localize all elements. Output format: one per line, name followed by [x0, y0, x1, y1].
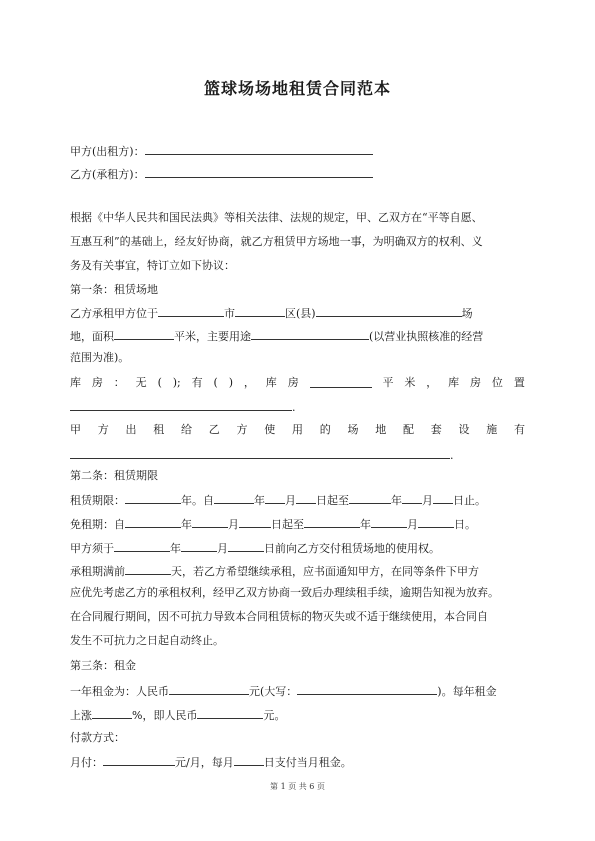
payment-method-label: 付款方式：	[70, 731, 125, 744]
warehouse-char: 无	[135, 376, 147, 389]
free-end-month-blank[interactable]	[371, 516, 407, 528]
unit-year: 年	[254, 494, 265, 507]
article-2-heading: 第二条：租赁期限	[70, 469, 158, 482]
period: .	[450, 449, 454, 462]
force-majeure-line-2: 发生不可抗力之日起自动终止。	[70, 634, 224, 647]
purpose-blank[interactable]	[251, 328, 369, 340]
warehouse-char: 置	[513, 376, 525, 389]
delivery-year-blank[interactable]	[114, 540, 170, 552]
lease-label: 租赁期限：	[70, 494, 125, 507]
monthly-end-text: 日支付当月租金。	[263, 756, 352, 769]
facility-detail-line	[70, 447, 454, 463]
city-blank[interactable]	[158, 305, 224, 317]
district-label: 区(县)	[285, 307, 316, 320]
facility-char: 施	[486, 423, 498, 436]
delivery-text: 日前向乙方交付租赁场地的使用权。	[264, 542, 440, 555]
unit-year: 年	[181, 494, 192, 507]
start-month-blank[interactable]	[265, 492, 285, 504]
monthly-payment-line	[70, 754, 352, 770]
to-text: 日起至	[316, 494, 349, 507]
article-1-scope-line: 范围为准)。	[70, 351, 130, 364]
city-label: 市	[224, 307, 235, 320]
end-year-blank[interactable]	[349, 492, 391, 504]
free-end-day-blank[interactable]	[418, 516, 454, 528]
monthly-label: 月付：	[70, 756, 103, 769]
article-3-heading: 第三条：租金	[70, 659, 136, 672]
facility-char: 配	[403, 423, 414, 436]
monthly-text: 元/月，每月	[175, 756, 234, 769]
delivery-line	[70, 540, 440, 556]
warehouse-char: 有	[191, 376, 203, 389]
monthly-day-blank[interactable]	[234, 754, 264, 766]
increase-amount-blank[interactable]	[197, 707, 263, 719]
license-note: (以营业执照核准的经营	[369, 330, 484, 343]
warehouse-char: (	[157, 376, 162, 389]
warehouse-char: 平	[382, 376, 394, 389]
rent-uppercase-blank[interactable]	[297, 683, 437, 695]
increase-percent-blank[interactable]	[92, 707, 132, 719]
article-1-location-line	[70, 305, 473, 321]
purpose-text: 平米，主要用途	[174, 330, 251, 343]
area-text: 地，面积	[70, 330, 114, 343]
unit-month: 月	[217, 542, 228, 555]
preamble-line-2: 互惠互利”的基础上，经友好协商，就乙方租赁甲方场地一事，为明确双方的权利、义	[70, 235, 483, 248]
annual-rent-line	[70, 683, 497, 699]
unit-month: 月	[228, 518, 239, 531]
warehouse-char: ：	[113, 376, 125, 389]
facility-char: 出	[125, 423, 137, 436]
lessor-blank[interactable]	[145, 143, 373, 155]
lessor-line	[70, 143, 373, 159]
unit-year: 年	[170, 542, 181, 555]
warehouse-char: 房	[91, 376, 103, 389]
facility-char: 甲	[70, 423, 81, 436]
warehouse-char: 库	[265, 376, 277, 389]
delivery-day-blank[interactable]	[228, 540, 264, 552]
page-footer: 第 1 页 共 6 页	[270, 782, 325, 791]
warehouse-char: 库	[70, 376, 81, 389]
facility-char: 用	[292, 423, 303, 436]
facility-char: 套	[430, 423, 442, 436]
warehouse-char: );	[172, 376, 181, 389]
rent-amount-blank[interactable]	[169, 683, 249, 695]
warehouse-char: )	[228, 376, 234, 389]
from-text: 自	[203, 494, 214, 507]
facility-blank[interactable]	[70, 447, 450, 459]
facility-char: 设	[458, 423, 470, 436]
facility-char: 给	[181, 423, 192, 436]
facility-char: 使	[264, 423, 276, 436]
facility-char: 方	[97, 423, 109, 436]
end-month-blank[interactable]	[402, 492, 422, 504]
start-day-blank[interactable]	[296, 492, 316, 504]
facility-char: 乙	[208, 423, 220, 436]
renewal-label: 承租期满前	[70, 565, 125, 578]
unit-month: 月	[407, 518, 418, 531]
warehouse-char: 房	[470, 376, 482, 389]
preamble-line-3: 务及有关事宜，特订立如下协议：	[70, 259, 235, 272]
warehouse-area-blank[interactable]	[310, 376, 372, 388]
force-majeure-line-1: 在合同履行期间，因不可抗力导致本合同租赁标的物灭失或不适于继续使用，本合同自	[70, 610, 488, 623]
facility-char: 租	[153, 423, 165, 436]
yuan-text: 元。	[263, 709, 286, 722]
renewal-line-1	[70, 563, 479, 579]
end-day-blank[interactable]	[433, 492, 453, 504]
end-text: 日止。	[453, 494, 486, 507]
article-1-area-line	[70, 328, 483, 344]
unit-month: 月	[285, 494, 296, 507]
lease-years-blank[interactable]	[125, 492, 181, 504]
from-text: 自	[114, 518, 125, 531]
warehouse-location-blank[interactable]	[70, 399, 292, 411]
renewal-text: 天，若乙方希望继续承租，应书面通知甲方，在同等条件下甲方	[171, 565, 479, 578]
free-start-day-blank[interactable]	[239, 516, 271, 528]
warehouse-char: 位	[491, 376, 503, 389]
renewal-days-blank[interactable]	[125, 563, 171, 575]
address-blank[interactable]	[316, 305, 462, 317]
period: .	[292, 401, 296, 414]
location-text: 乙方承租甲方位于	[70, 307, 158, 320]
monthly-amount-blank[interactable]	[103, 754, 175, 766]
free-period-line	[70, 516, 476, 532]
facility-char: 的	[319, 423, 331, 436]
free-start-year-blank[interactable]	[125, 516, 181, 528]
rent-label: 一年租金为：人民币	[70, 685, 169, 698]
unit-year: 年	[391, 494, 402, 507]
lessee-blank[interactable]	[145, 166, 373, 178]
period: 。	[192, 494, 203, 507]
lease-period-line	[70, 492, 486, 508]
facility-char: 场	[347, 423, 359, 436]
facility-char: 方	[236, 423, 248, 436]
site-text: 场	[461, 307, 473, 320]
area-blank[interactable]	[114, 328, 174, 340]
warehouse-char: 米	[404, 376, 416, 389]
warehouse-char: 房	[287, 376, 299, 389]
warehouse-char: 库	[448, 376, 460, 389]
facility-char: 地	[375, 423, 387, 436]
free-end-year-blank[interactable]	[304, 516, 360, 528]
warehouse-location-line	[70, 399, 296, 415]
end-text: 日。	[454, 518, 476, 531]
district-blank[interactable]	[235, 305, 285, 317]
article-1-heading: 第一条：租赁场地	[70, 283, 158, 296]
warehouse-char: (	[213, 376, 218, 389]
renewal-line-2: 应优先考虑乙方的承租权利，经甲乙双方协商一致后办理续租手续，逾期告知视为放弃。	[70, 586, 499, 599]
to-text: 日起至	[271, 518, 304, 531]
warehouse-line	[70, 376, 525, 390]
delivery-label: 甲方须于	[70, 542, 114, 555]
facility-char: 有	[514, 423, 525, 436]
rent-uppercase-label: 元(大写：	[249, 685, 298, 698]
document-title: 篮球场场地租赁合同范本	[203, 79, 391, 98]
warehouse-char: ，	[426, 376, 438, 389]
lessor-label: 甲方(出租方)：	[70, 145, 145, 158]
increase-label: 上涨	[70, 709, 92, 722]
free-start-month-blank[interactable]	[192, 516, 228, 528]
free-label: 免租期：	[70, 518, 114, 531]
unit-year: 年	[181, 518, 192, 531]
lessee-label: 乙方(承租方)：	[70, 168, 145, 181]
rent-increase-line	[70, 707, 285, 723]
preamble-line-1: 根据《中华人民共和国民法典》等相关法律、法规的规定，甲、乙双方在“平等自愿、	[70, 211, 483, 224]
lessee-line	[70, 166, 373, 182]
increase-rmb-label: %，即人民币	[132, 709, 198, 722]
unit-year: 年	[360, 518, 371, 531]
delivery-month-blank[interactable]	[181, 540, 217, 552]
rent-increase-text: )。每年租金	[437, 685, 497, 698]
unit-month: 月	[422, 494, 433, 507]
facility-line	[70, 423, 525, 437]
warehouse-char: ，	[243, 376, 255, 389]
start-year-blank[interactable]	[214, 492, 254, 504]
